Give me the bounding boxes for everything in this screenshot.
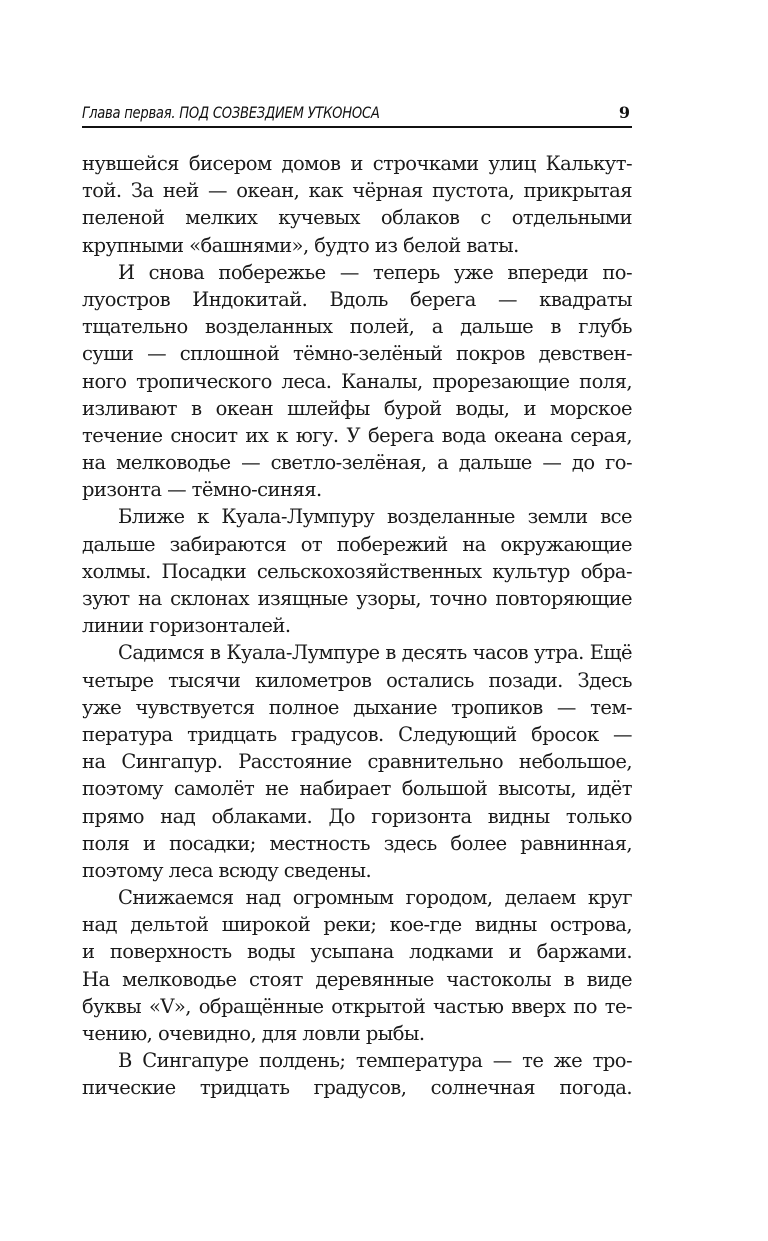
text-line: поэтому самолёт не набирает большой высоты, идёт	[82, 777, 632, 801]
text-line: прямо над облаками. До горизонта видны только	[82, 804, 632, 828]
text-line: тщательно возделанных полей, а дальше в глубь	[82, 315, 632, 339]
text-line: На мелководье стоят деревянные частоколы в виде	[82, 967, 632, 991]
text-line: крупными «башнями», будто из белой ваты.	[82, 233, 519, 257]
text-line: суши — сплошной тёмно-зелёный покров девствен-	[82, 342, 632, 366]
text-line: изливают в океан шлейфы бурой воды, и морское	[82, 396, 632, 420]
text-line: В Сингапуре полдень; температура — те же тро-	[118, 1049, 632, 1073]
text-line: И снова побережье — теперь уже впереди по-	[118, 260, 632, 284]
text-line: поэтому леса всюду сведены.	[82, 858, 372, 882]
paragraph	[82, 1047, 632, 1101]
text-line: той. За ней — океан, как чёрная пустота, прикрытая	[82, 179, 632, 203]
page-number: 9	[618, 103, 630, 122]
text-line: ризонта — тёмно-синяя.	[82, 478, 322, 502]
text-line: на мелководье — светло-зелёная, а дальше — до го-	[82, 451, 632, 475]
text-line: чению, очевидно, для ловли рыбы.	[82, 1022, 425, 1045]
text-line: уже чувствуется полное дыхание тропиков — тем-	[82, 695, 632, 719]
paragraph	[82, 259, 632, 504]
paragraph	[82, 503, 632, 639]
text-line: пические тридцать градусов, солнечная погода.	[82, 1076, 632, 1100]
text-line: пература тридцать градусов. Следующий бросок —	[82, 722, 632, 746]
text-line: зуют на склонах изящные узоры, точно повторяющие	[82, 587, 632, 610]
text-line: поля и посадки; местность здесь более равнинная,	[82, 831, 632, 855]
book-page	[82, 92, 632, 1102]
text-line: течение сносит их к югу. У берега вода океана серая,	[82, 423, 632, 447]
text-line: холмы. Посадки сельскохозяйственных культур обра-	[82, 559, 632, 583]
text-line: ного тропического леса. Каналы, прорезающие поля,	[82, 369, 632, 393]
text-line: линии горизонталей.	[82, 614, 291, 638]
paragraph	[82, 150, 632, 259]
paragraph	[82, 639, 632, 884]
chapter-running-title: Глава первая. ПОД СОЗВЕЗДИЕМ УТКОНОСА	[82, 103, 380, 122]
running-header	[82, 92, 632, 128]
text-line: буквы «V», обращённые открытой частью вверх по те-	[82, 994, 632, 1018]
text-line: нувшейся бисером домов и строчками улиц Калькут-	[82, 152, 632, 175]
text-line: луостров Индокитай. Вдоль берега — квадраты	[82, 287, 632, 311]
text-line: на Сингапур. Расстояние сравнительно небольшое,	[82, 750, 632, 774]
text-line: четыре тысячи километров остались позади. Здесь	[82, 668, 632, 692]
text-line: дальше забираются от побережий на окружающие	[82, 532, 632, 556]
body-text	[82, 150, 632, 1102]
text-line: Снижаемся над огромным городом, делаем круг	[118, 886, 632, 910]
paragraph	[82, 884, 632, 1047]
text-line: и поверхность воды усыпана лодками и баржами.	[82, 940, 632, 964]
text-line: Садимся в Куала-Лумпуре в десять часов утра. Ещё	[118, 641, 632, 665]
text-line: над дельтой широкой реки; кое-где видны острова,	[82, 913, 632, 937]
text-line: пеленой мелких кучевых облаков с отдельными	[82, 206, 632, 230]
text-line: Ближе к Куала-Лумпуру возделанные земли все	[118, 505, 632, 529]
